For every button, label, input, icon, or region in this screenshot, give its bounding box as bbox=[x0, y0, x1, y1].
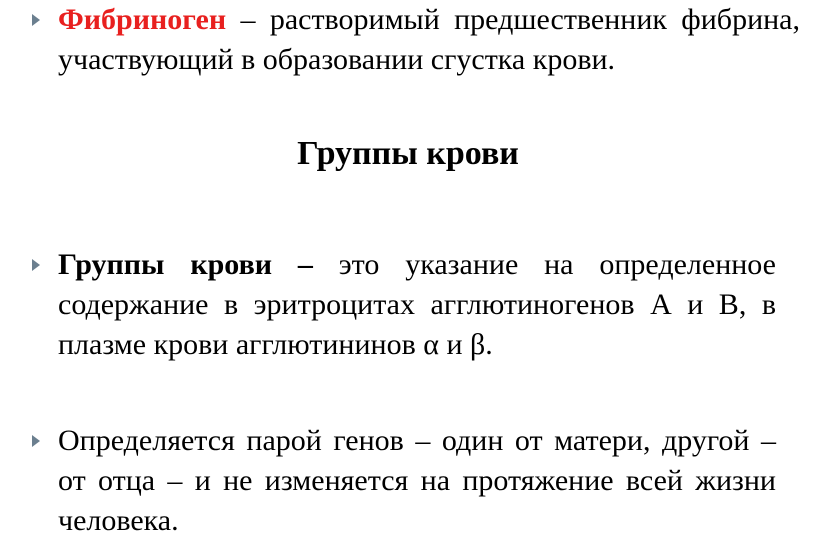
fibrinogen-definition: – растворимый предшественник фибрина, участвующий в образовании сгустка крови. bbox=[58, 3, 800, 76]
triangle-bullet-icon bbox=[32, 435, 40, 447]
triangle-bullet-icon bbox=[32, 259, 40, 271]
blood-groups-term: Группы крови – bbox=[58, 248, 313, 281]
inheritance-paragraph bbox=[58, 421, 776, 541]
section-heading: Группы крови bbox=[297, 135, 519, 172]
inheritance-text: Определяется парой генов – один от матери, другой – от отца – и не изменяется на протяжение всей жизни человека. bbox=[58, 424, 776, 537]
blood-groups-paragraph bbox=[58, 245, 776, 365]
blood-groups-definition: это указание на определенное содержание в эритроцитах агглютиногенов А и В, в плазме крови агглютининов α и β. bbox=[58, 248, 776, 361]
fibrinogen-paragraph bbox=[58, 0, 800, 80]
triangle-bullet-icon bbox=[32, 14, 40, 26]
fibrinogen-term: Фибриноген bbox=[58, 3, 227, 36]
